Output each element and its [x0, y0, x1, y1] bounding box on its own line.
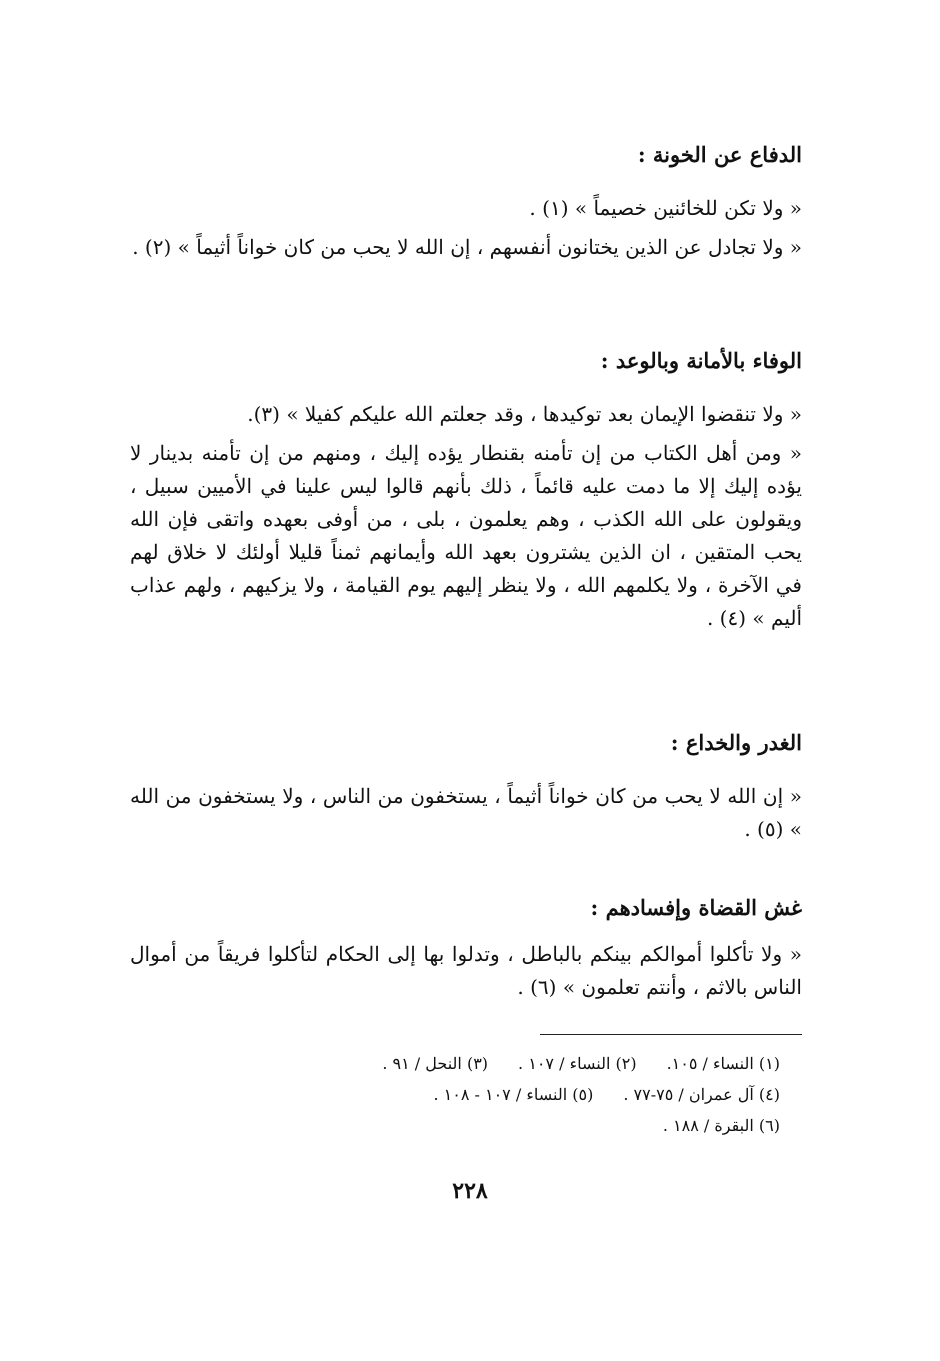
section-body-defending-traitors: [130, 192, 802, 270]
footnotes: [220, 1048, 780, 1141]
footnote: (٥) النساء / ١٠٧ - ١٠٨ .: [433, 1085, 594, 1104]
verse-paragraph: « إن الله لا يحب من كان خواناً أثيماً ، يستخفون من الناس ، ولا يستخفون من الله » (٥) .: [130, 784, 802, 841]
footnote: (٤) آل عمران / ٧٥-٧٧ .: [623, 1085, 780, 1104]
footnote: (٢) النساء / ١٠٧ .: [518, 1054, 637, 1073]
footnote-line: [220, 1048, 780, 1079]
section-heading-corrupting-judges: غش القضاة وإفسادهم :: [590, 895, 802, 920]
page-number: ٢٢٨: [452, 1178, 488, 1204]
section-body-treachery: [130, 780, 802, 852]
verse-paragraph: « ولا تأكلوا أموالكم بينكم بالباطل ، وتدلوا بها إلى الحكام لتأكلوا فريقاً من أموال الناس بالاثم ، وأنتم تعلمون » (٦) .: [130, 942, 802, 999]
verse-paragraph: « ولا تنقضوا الإيمان بعد توكيدها ، وقد جعلتم الله عليكم كفيلا » (٣).: [247, 402, 802, 426]
footnote-line: [220, 1110, 780, 1141]
verse-paragraph: « ولا تجادل عن الذين يختانون أنفسهم ، إن الله لا يحب من كان خواناً أثيماً » (٢) .: [132, 235, 802, 259]
section-heading-fulfilling-trust: الوفاء بالأمانة وبالوعد :: [600, 348, 802, 373]
verse-paragraph: « ومن أهل الكتاب من إن تأمنه بقنطار يؤده إليك ، ومنهم من إن تأمنه بدينار لا يؤده إليك إلا ما دمت عليه قائماً ، ذلك بأنهم قالوا ليس علينا في الأميين سبيل ، ويقولون على الله الكذب ، وهم يعلمون ، بلى ، من أوفى بعهده واتقى فإن الله يحب المتقين ، ان الذين يشترون بعهد الله وأيمانهم ثمناً قليلا أولئك لا خلاق لهم في الآخرة ، ولا يكلمهم الله ، ولا ينظر إليهم يوم القيامة ، ولا يزكيهم ، ولهم عذاب أليم » (٤) .: [130, 441, 802, 630]
section-body-fulfilling-trust: [130, 398, 802, 641]
footnote: (٣) النحل / ٩١ .: [382, 1054, 489, 1073]
section-heading-defending-traitors: الدفاع عن الخونة :: [637, 142, 802, 167]
footnote-divider: [540, 1034, 802, 1035]
footnote: (٦) البقرة / ١٨٨ .: [662, 1116, 780, 1135]
section-heading-treachery: الغدر والخداع :: [670, 730, 802, 755]
verse-paragraph: « ولا تكن للخائنين خصيماً » (١) .: [529, 196, 802, 220]
footnote-line: [220, 1079, 780, 1110]
section-body-corrupting-judges: [130, 938, 802, 1010]
footnote: (١) النساء / ١٠٥.: [666, 1054, 780, 1073]
